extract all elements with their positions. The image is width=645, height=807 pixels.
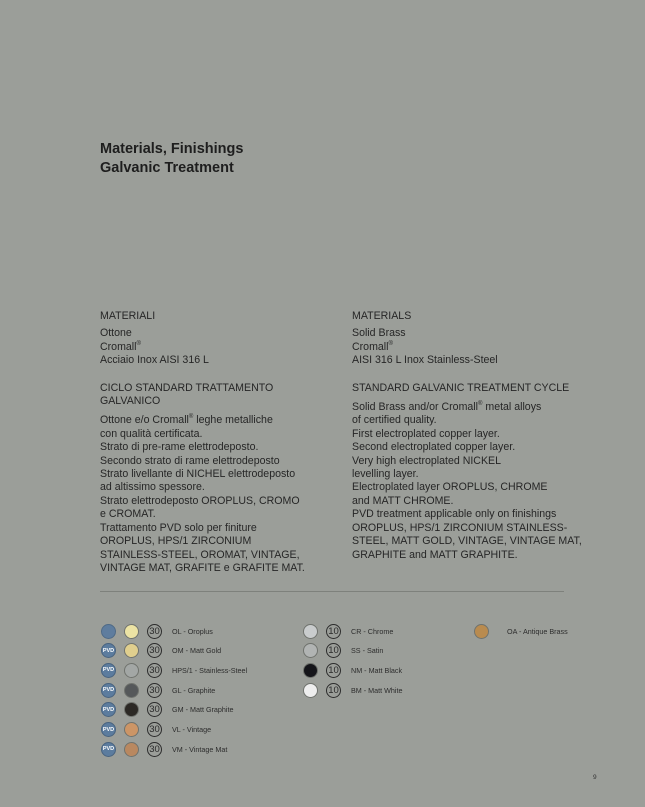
warranty-years-badge: 30 [147,643,162,658]
warranty-years-badge: 10 [326,683,341,698]
finish-row [303,681,403,699]
section-divider [100,591,564,592]
finish-color-swatch [124,702,139,717]
materials-heading-en: MATERIALS [352,310,412,322]
finish-color-swatch [124,643,139,658]
page-title [100,140,243,178]
warranty-years-badge: 10 [326,624,341,639]
pvd-badge: PVD [101,683,116,698]
warranty-years-badge: 10 [326,663,341,678]
warranty-years-badge: 10 [326,643,341,658]
finish-label: NM - Matt Black [351,665,403,675]
finish-row [101,661,247,679]
finish-label: HPS/1 - Stainless-Steel [172,665,248,675]
italian-column [100,310,325,575]
finish-row [101,701,234,719]
page-number: 9 [593,774,597,781]
materials-list-it [100,327,325,367]
finish-label: OM - Matt Gold [172,646,222,656]
finish-label: GM - Matt Graphite [172,705,234,715]
finish-color-swatch [303,683,318,698]
finish-label: OA - Antique Brass [507,626,568,636]
finish-color-swatch [124,683,139,698]
material-en-1: Solid Brass [352,327,406,340]
title-line-2: Galvanic Treatment [100,160,234,176]
finish-row [101,721,211,739]
finish-row [474,622,568,640]
finish-label: OL - Oroplus [172,626,213,636]
finish-row [101,642,221,660]
finish-row [303,642,383,660]
cycle-heading-it: CICLO STANDARD TRATTAMENTO GALVANICO [100,381,274,408]
finish-label: SS - Satin [351,646,384,656]
material-it-2: Cromall® [100,340,141,353]
finish-color-swatch [124,722,139,737]
warranty-years-badge: 30 [147,702,162,717]
finish-color-swatch [124,742,139,757]
finish-row [303,661,402,679]
finish-row [101,681,215,699]
pvd-badge: PVD [101,663,116,678]
finish-color-swatch [124,624,139,639]
pvd-badge: PVD [101,722,116,737]
cycle-heading-en: STANDARD GALVANIC TREATMENT CYCLE [352,381,570,394]
warranty-years-badge: 30 [147,742,162,757]
materials-list-en [352,327,582,367]
english-column [352,310,582,562]
pvd-badge: PVD [101,643,116,658]
finish-label: BM - Matt White [351,685,403,695]
blue-dot-icon [101,624,116,639]
finish-color-swatch [303,643,318,658]
finish-color-swatch [124,663,139,678]
title-line-1: Materials, Finishings [100,141,244,157]
warranty-years-badge: 30 [147,624,162,639]
finish-label: GL - Graphite [172,685,216,695]
warranty-years-badge: 30 [147,663,162,678]
warranty-years-badge: 30 [147,683,162,698]
finish-row [303,622,393,640]
pvd-badge: PVD [101,702,116,717]
finish-row [101,622,213,640]
finish-color-swatch [474,624,489,639]
finish-color-swatch [303,624,318,639]
pvd-badge: PVD [101,742,116,757]
warranty-years-badge: 30 [147,722,162,737]
materials-heading-it: MATERIALI [100,310,156,322]
cycle-text-en: Solid Brass and/or Cromall® metal alloys of certified quality. First electroplated copper layer. Second electroplated copper layer. Very high electroplated NICKEL levelling layer. Electroplated layer OROPLUS, CHROME and MATT CHROME. PVD treatment applicable only on finishings OROPLUS, HPS/1 ZIRCONIUM STAINLESS- STEEL, MATT GOLD, VINTAGE, VINTAGE MAT, GRAPHITE and MATT GRAPHITE. [352,401,582,561]
material-it-1: Ottone [100,327,132,340]
finish-label: VM - Vintage Mat [172,744,228,754]
finish-label: VL - Vintage [172,725,212,734]
cycle-text-it: Ottone e/o Cromall® leghe metalliche con qualità certificata. Strato di pre-rame elettrodeposto. Secondo strato di rame elettrodeposto Strato livellante di NICHEL elettrodeposto ad altissimo spessore. Strato elettrodeposto OROPLUS, CROMO e CROMAT. Trattamento PVD solo per finiture OROPLUS, HPS/1 ZIRCONIUM STAINLESS-STEEL, OROMAT, VINTAGE, VINTAGE MAT, GRAFITE e GRAFITE MAT. [100,414,305,574]
finish-color-swatch [303,663,318,678]
material-en-2: Cromall® [352,340,393,353]
material-en-3: AISI 316 L Inox Stainless-Steel [352,354,498,367]
material-it-3: Acciaio Inox AISI 316 L [100,354,209,367]
finish-label: CR - Chrome [351,626,394,636]
finish-row [101,740,227,758]
